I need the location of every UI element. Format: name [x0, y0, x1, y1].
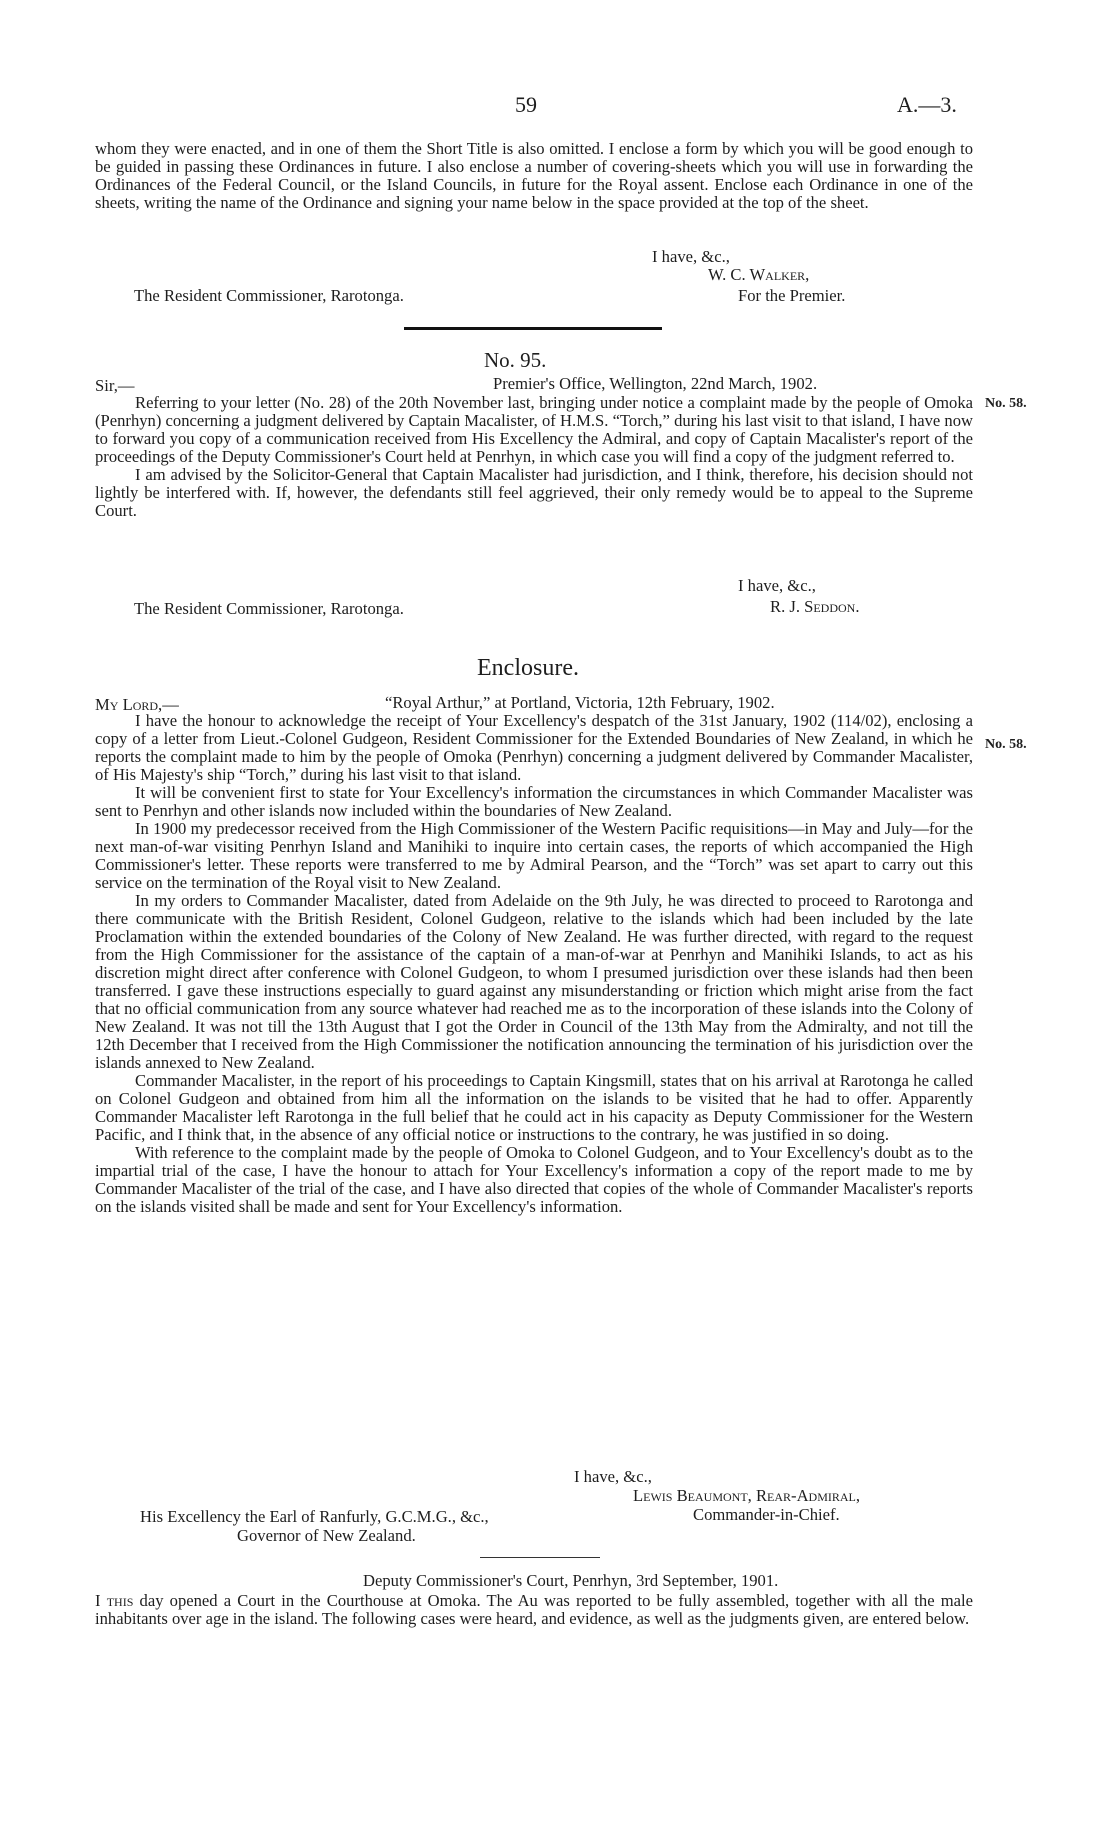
enclosure-paragraph-5: Commander Macalister, in the report of his proceedings to Captain Kingsmill, states that on his arrival at Rarotonga he called on Colonel Gudgeon and obtained from him all the information on the islands to be visited that he had to offer. Apparently Commander Macalister left Rarotonga in the full belief that he could act in his capacity as Deputy Commissioner for the Western Pacific, and I think that, in the absence of any official notice or instructions to the contrary, he was justified in so doing.: [95, 1071, 973, 1144]
letter-95-body: [95, 394, 973, 520]
enclosure-signature: Lewis Beaumont, Rear-Admiral,: [633, 1486, 861, 1505]
section-divider: [404, 327, 662, 330]
enclosure-title: Enclosure.: [477, 655, 579, 681]
letter-95-title: No. 95.: [484, 348, 547, 372]
letter-95-paragraph-2: I am advised by the Solicitor-General that Captain Macalister had jurisdiction, and I think, therefore, his decision should not lightly be interfered with. If, however, the defendants still feel aggrieved, their only remedy would be to appeal to the Supreme Court.: [95, 465, 973, 520]
letter-95-paragraph-1: Referring to your letter (No. 28) of the 20th November last, bringing under notice a complaint made by the people of Omoka (Penrhyn) concerning a judgment delivered by Captain Macalister, of H.M.S. “Torch,” during his last visit to that island, I have now to forward you copy of a communication received from His Excellency the Admiral, and copy of Captain Macalister's report of the proceedings of the Deputy Commissioner's Court held at Penrhyn, in which case you will find a copy of the judgment referred to.: [95, 393, 973, 466]
enclosure-addressee-line2: Governor of New Zealand.: [237, 1526, 416, 1545]
court-body: [95, 1592, 973, 1628]
enclosure-closing: I have, &c.,: [574, 1467, 652, 1486]
intro-closing: I have, &c.,: [652, 247, 730, 266]
court-divider: [480, 1557, 600, 1558]
enclosure-signature-title: Commander-in-Chief.: [693, 1505, 840, 1524]
enclosure-addressee-line1: His Excellency the Earl of Ranfurly, G.C.M.G., &c.,: [140, 1507, 489, 1526]
letter-95-margin-ref: No. 58.: [985, 396, 1027, 411]
letter-95-closing: I have, &c.,: [738, 576, 816, 595]
intro-signature-title: For the Premier.: [738, 286, 846, 305]
enclosure-paragraph-2: It will be convenient first to state for Your Excellency's information the circumstances in which Commander Macalister was sent to Penrhyn and other islands now included within the boundaries of New Zealand.: [95, 783, 973, 820]
enclosure-margin-ref: No. 58.: [985, 737, 1027, 752]
court-paragraph: [95, 1592, 973, 1628]
page-number: 59: [515, 92, 537, 117]
enclosure-paragraph-4: In my orders to Commander Macalister, dated from Adelaide on the 9th July, he was directed to proceed to Rarotonga and there communicate with the British Resident, Colonel Gudgeon, relative to the islands which had been included by the late Proclamation within the extended boundaries of the Colony of New Zealand. He was further directed, with regard to the request from the High Commissioner for the assistance of the captain of a man-of-war at Penrhyn and Manihiki Islands, to act as his discretion might direct after conference with Colonel Gudgeon, to whom I presumed jurisdiction over these islands had then been transferred. I gave these instructions especially to guard against any misunderstanding or friction which might arise from the fact that no official communication from any source whatever had reached me as to the incorporation of these islands into the Colony of New Zealand. It was not till the 13th August that I got the Order in Council of the 13th May from the Admiralty, and not till the 12th December that I received from the High Commissioner the notification announcing the termination of his jurisdiction over the islands annexed to New Zealand.: [95, 891, 973, 1072]
enclosure-salutation: My Lord,—: [95, 695, 179, 714]
intro-paragraph: whom they were enacted, and in one of them the Short Title is also omitted. I enclose a form by which you will be good enough to be guided in passing these Ordinances in future. I also enclose a number of covering-sheets which you will use in forwarding the Ordinances of the Federal Council, or the Island Councils, in future for the Royal assent. Enclose each Ordinance in one of the sheets, writing the name of the Ordinance and signing your name below in the space provided at the top of the sheet.: [95, 139, 973, 212]
court-text: day opened a Court in the Courthouse at Omoka. The Au was reported to be fully assembled, together with all the male inhabitants over age in the island. The following cases were heard, and evidence, as well as the judgments given, are entered below.: [95, 1591, 974, 1628]
enclosure-paragraph-6: With reference to the complaint made by the people of Omoka to Colonel Gudgeon, and to Your Excellency's doubt as to the impartial trial of the case, I have the honour to attach for Your Excellency's information a copy of the report made to me by Commander Macalister of the trial of the case, and I have also directed that copies of the whole of Commander Macalister's reports on the islands visited shall be made and sent for Your Excellency's information.: [95, 1143, 973, 1216]
court-place-date: Deputy Commissioner's Court, Penrhyn, 3rd September, 1901.: [363, 1571, 779, 1590]
intro-addressee: The Resident Commissioner, Rarotonga.: [134, 286, 404, 305]
letter-95-addressee: The Resident Commissioner, Rarotonga.: [134, 599, 404, 618]
intro-section: [95, 140, 973, 212]
intro-signature: W. C. Walker,: [708, 265, 810, 284]
letter-95-place-date: Premier's Office, Wellington, 22nd March, 1902.: [493, 374, 818, 393]
enclosure-place-date: “Royal Arthur,” at Portland, Victoria, 12th February, 1902.: [385, 693, 775, 712]
enclosure-paragraph-3: In 1900 my predecessor received from the High Commissioner of the Western Pacific requisitions—in May and July—for the next man-of-war visiting Penrhyn Island and Manihiki to inquire into certain cases, the reports of which accompanied the High Commissioner's letter. These reports were transferred to me by Admiral Pearson, and the “Torch” was set apart to carry out this service on the termination of the Royal visit to New Zealand.: [95, 819, 973, 892]
document-reference: A.—3.: [897, 92, 957, 117]
letter-95-signature: R. J. Seddon.: [770, 597, 860, 616]
enclosure-body: [95, 712, 973, 1216]
letter-95-salutation: Sir,—: [95, 376, 135, 395]
enclosure-paragraph-1: I have the honour to acknowledge the receipt of Your Excellency's despatch of the 31st January, 1902 (114/02), enclosing a copy of a letter from Lieut.-Colonel Gudgeon, Resident Commissioner for the Extended Boundaries of New Zealand, in which he reports the complaint made to him by the people of Omoka (Penrhyn) concerning a judgment delivered by Commander Macalister, of His Majesty's ship “Torch,” during his last visit to that island.: [95, 711, 973, 784]
court-lead: I this: [95, 1591, 134, 1610]
